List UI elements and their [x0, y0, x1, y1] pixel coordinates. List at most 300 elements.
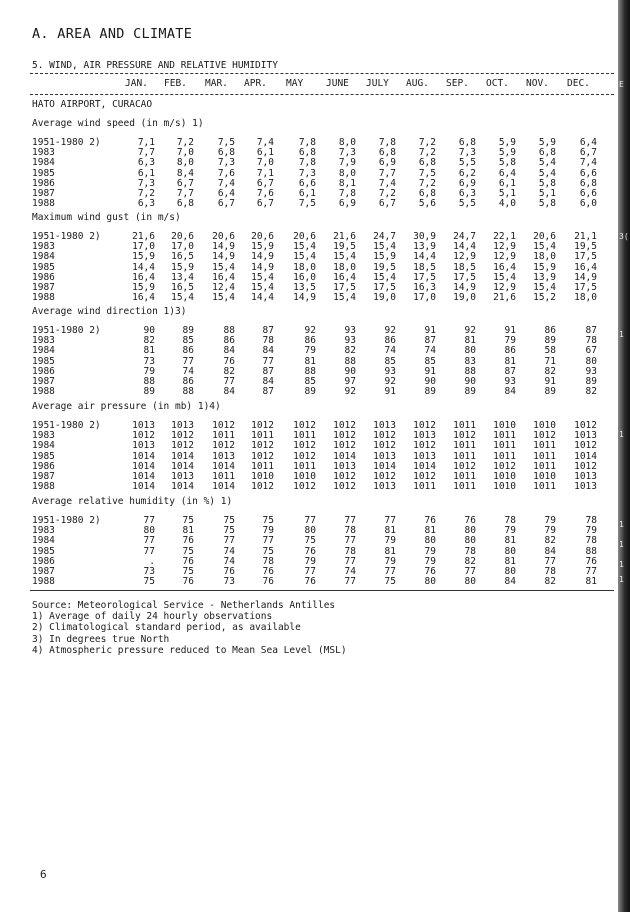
row-year: 1986 — [32, 460, 55, 472]
edge-fragment: 1 — [619, 330, 624, 339]
table-cell: 82 — [143, 335, 155, 347]
table-cell: 77 — [143, 535, 155, 547]
table-cell: 7,7 — [378, 167, 396, 179]
table-cell: 79 — [262, 525, 274, 537]
table-cell: 18,0 — [574, 292, 597, 304]
table-cell: 1012 — [373, 471, 396, 482]
table-cell: 78 — [344, 545, 356, 557]
row-year: 1984 — [32, 157, 55, 169]
table-cell: 76 — [424, 566, 436, 577]
table-cell: 15,4 — [293, 241, 316, 253]
month-header: OCT. — [486, 78, 509, 89]
table-cell: 1011 — [293, 460, 316, 472]
bottom-rule — [30, 590, 614, 591]
table-cell: 1011 — [453, 420, 476, 431]
row-year: 1987 — [32, 376, 55, 387]
table-cell: 8,1 — [338, 177, 356, 189]
table-cell: 18,0 — [333, 261, 356, 273]
table-cell: 14,9 — [574, 271, 597, 283]
table-cell: 7,8 — [338, 188, 356, 199]
edge-fragment: 1 — [619, 560, 624, 569]
table-cell: 92 — [344, 386, 356, 398]
table-cell: 17,5 — [574, 282, 597, 293]
table-cell: 7,1 — [137, 137, 155, 148]
table-cell: 6,8 — [378, 147, 396, 159]
table-cell: 80 — [464, 345, 476, 357]
table-cell: 14,4 — [251, 292, 274, 304]
table-cell: 81 — [504, 555, 516, 567]
edge-fragment: 1 — [619, 430, 624, 439]
table-cell: 7,1 — [256, 167, 274, 179]
table-cell: 79 — [504, 525, 516, 537]
table-cell: 78 — [585, 515, 597, 526]
table-cell: 5,1 — [498, 188, 516, 199]
table-cell: 81 — [504, 355, 516, 367]
table-cell: 77 — [544, 555, 556, 567]
table-cell: 6,6 — [579, 167, 597, 179]
table-cell: 6,7 — [378, 198, 396, 210]
table-cell: 1012 — [333, 440, 356, 452]
table-cell: 1014 — [574, 450, 597, 462]
table-cell: 15,4 — [212, 292, 235, 304]
table-cell: 7,5 — [298, 198, 316, 210]
table-cell: 15,4 — [333, 292, 356, 304]
edge-fragment: 1 — [619, 520, 624, 529]
section-title: 5. WIND, AIR PRESSURE AND RELATIVE HUMIDITY — [32, 60, 278, 71]
table-cell: 85 — [304, 376, 316, 387]
source-note: Source: Meteorological Service - Netherlands Antilles — [32, 600, 336, 611]
table-cell: 75 — [304, 535, 316, 547]
table-cell: 89 — [544, 335, 556, 347]
table-cell: 73 — [223, 576, 235, 588]
table-cell: 76 — [424, 515, 436, 526]
table-cell: 1013 — [132, 440, 155, 452]
table-cell: 80 — [464, 525, 476, 537]
table-cell: 81 — [424, 525, 436, 537]
table-cell: 76 — [304, 576, 316, 588]
table-cell: 1011 — [251, 430, 274, 442]
table-cell: 89 — [544, 386, 556, 398]
row-year: 1986 — [32, 271, 55, 283]
table-cell: 79 — [504, 335, 516, 347]
table-cell: 1011 — [493, 440, 516, 452]
row-year: 1988 — [32, 198, 55, 210]
row-year: 1985 — [32, 261, 55, 273]
table-cell: 6,4 — [217, 188, 235, 199]
table-cell: 6,6 — [579, 188, 597, 199]
table-cell: 87 — [262, 386, 274, 398]
table-cell: 6,8 — [176, 198, 194, 210]
table-cell: 16,4 — [212, 271, 235, 283]
table-cell: 1012 — [293, 440, 316, 452]
table-row — [0, 387, 630, 397]
footnote-2: 2) Climatological standard period, as available — [32, 622, 301, 634]
table-cell: 20,6 — [171, 231, 194, 242]
table-cell: 88 — [304, 365, 316, 377]
table-cell: 77 — [304, 566, 316, 577]
table-cell: 1011 — [533, 481, 556, 493]
footnote-4: 4) Atmospheric pressure reduced to Mean Sea Level (MSL) — [32, 644, 347, 656]
table-cell: 1014 — [333, 450, 356, 462]
table-cell: 17,5 — [333, 282, 356, 293]
table-cell: 1011 — [251, 460, 274, 472]
table-cell: 77 — [344, 555, 356, 567]
table-cell: 1013 — [413, 450, 436, 462]
table-cell: 6,3 — [458, 188, 476, 199]
table-cell: 77 — [384, 566, 396, 577]
table-row — [0, 441, 630, 451]
row-year: 1987 — [32, 282, 55, 293]
table-cell: 16,5 — [171, 251, 194, 263]
table-cell: 90 — [344, 365, 356, 377]
table-cell: 81 — [143, 345, 155, 357]
table-cell: 80 — [504, 545, 516, 557]
table-cell: 7,4 — [217, 177, 235, 189]
table-cell: 7,4 — [256, 137, 274, 148]
row-year: 1987 — [32, 188, 55, 199]
table-cell: 16,4 — [574, 261, 597, 273]
table-cell: 1012 — [413, 440, 436, 452]
table-cell: 76 — [304, 545, 316, 557]
table-cell: 80 — [424, 576, 436, 588]
row-year: 1983 — [32, 147, 55, 159]
table-cell: 88 — [143, 376, 155, 387]
table-cell: 1013 — [413, 430, 436, 442]
table-cell: 86 — [182, 345, 194, 357]
table-cell: 79 — [544, 515, 556, 526]
table-cell: 1014 — [171, 481, 194, 493]
table-cell: 75 — [182, 515, 194, 526]
table-cell: 1011 — [453, 481, 476, 493]
table-cell: 80 — [143, 525, 155, 537]
table-cell: 6,7 — [579, 147, 597, 159]
footnote-3: 3) In degrees true North — [32, 633, 170, 645]
table-cell: 79 — [384, 535, 396, 547]
table-cell: 87 — [585, 325, 597, 336]
table-cell: 8,4 — [176, 167, 194, 179]
table-cell: 1013 — [574, 471, 597, 482]
table-cell: 13,4 — [171, 271, 194, 283]
table-cell: 30,9 — [413, 231, 436, 242]
table-cell: 5,9 — [538, 137, 556, 148]
table-cell: 7,2 — [418, 147, 436, 159]
table-row — [0, 199, 630, 209]
table-cell: 12,9 — [493, 241, 516, 253]
table-cell: 13,9 — [413, 241, 436, 253]
table-cell: 1010 — [251, 471, 274, 482]
table-cell: 90 — [143, 325, 155, 336]
table-cell: 1012 — [413, 420, 436, 431]
table-cell: 7,6 — [217, 167, 235, 179]
table-cell: 16,4 — [333, 271, 356, 283]
table-cell: 21,1 — [574, 231, 597, 242]
table-cell: 78 — [262, 555, 274, 567]
table-cell: 7,3 — [298, 167, 316, 179]
table-cell: 1011 — [293, 430, 316, 442]
edge-fragment: 1 — [619, 540, 624, 549]
table-cell: 79 — [143, 365, 155, 377]
table-cell: 1010 — [293, 471, 316, 482]
table-cell: 1010 — [533, 471, 556, 482]
row-year: 1985 — [32, 545, 55, 557]
table-cell: 1013 — [373, 450, 396, 462]
table-cell: 77 — [223, 535, 235, 547]
table-cell: 75 — [182, 566, 194, 577]
table-cell: 6,9 — [378, 157, 396, 169]
table-cell: 18,0 — [533, 251, 556, 263]
table-cell: 86 — [504, 345, 516, 357]
top-rule — [30, 73, 614, 74]
table-cell: 1012 — [453, 460, 476, 472]
table-cell: 14,4 — [132, 261, 155, 273]
table-cell: 5,8 — [498, 157, 516, 169]
table-cell: 6,0 — [579, 198, 597, 210]
table-cell: 93 — [504, 376, 516, 387]
table-cell: 7,9 — [338, 157, 356, 169]
table-cell: 6,6 — [298, 177, 316, 189]
table-cell: 5,8 — [538, 198, 556, 210]
table-cell: 5,1 — [538, 188, 556, 199]
table-cell: 7,2 — [418, 137, 436, 148]
edge-fragment: E — [619, 80, 624, 89]
table-cell: 1011 — [212, 430, 235, 442]
table-cell: 76 — [585, 555, 597, 567]
edge-fragment: 1 — [619, 575, 624, 584]
row-year: 1984 — [32, 535, 55, 547]
table-cell: 7,8 — [298, 137, 316, 148]
table-cell: 5,9 — [498, 147, 516, 159]
table-cell: 1012 — [574, 460, 597, 472]
table-cell: 1014 — [132, 460, 155, 472]
table-cell: 81 — [464, 335, 476, 347]
table-cell: 1011 — [453, 440, 476, 452]
table-cell: 1012 — [373, 430, 396, 442]
table-cell: 77 — [262, 355, 274, 367]
table-cell: 77 — [585, 566, 597, 577]
row-year: 1985 — [32, 450, 55, 462]
table-cell: 12,9 — [453, 251, 476, 263]
table-cell: 1013 — [373, 481, 396, 493]
table-cell: 80 — [464, 535, 476, 547]
block-title: Average relative humidity (in %) 1) — [32, 496, 233, 507]
table-cell: 15,9 — [171, 261, 194, 273]
table-cell: 87 — [262, 365, 274, 377]
table-cell: 75 — [262, 545, 274, 557]
table-cell: 78 — [585, 335, 597, 347]
table-cell: 15,4 — [533, 282, 556, 293]
month-header: JUNE — [326, 78, 349, 89]
table-cell: 6,8 — [538, 147, 556, 159]
table-cell: 84 — [504, 576, 516, 588]
table-cell: 81 — [585, 576, 597, 588]
table-cell: 6,4 — [579, 137, 597, 148]
row-year: 1951-1980 2) — [32, 515, 101, 526]
table-cell: 78 — [262, 335, 274, 347]
table-cell: 7,2 — [418, 177, 436, 189]
table-cell: 1014 — [132, 481, 155, 493]
table-cell: 77 — [143, 515, 155, 526]
table-cell: 88 — [223, 325, 235, 336]
table-cell: 78 — [464, 545, 476, 557]
table-cell: 75 — [262, 515, 274, 526]
table-cell: 19,0 — [373, 292, 396, 304]
table-cell: 91 — [504, 325, 516, 336]
table-row — [0, 577, 630, 587]
table-cell: 78 — [504, 515, 516, 526]
row-year: 1951-1980 2) — [32, 420, 101, 431]
table-cell: 7,4 — [579, 157, 597, 169]
table-cell: 1012 — [453, 430, 476, 442]
row-year: 1983 — [32, 430, 55, 442]
table-cell: 73 — [143, 566, 155, 577]
table-cell: 19,5 — [333, 241, 356, 253]
row-year: 1988 — [32, 576, 55, 588]
table-cell: 15,4 — [493, 271, 516, 283]
table-cell: 15,9 — [533, 261, 556, 273]
table-cell: 7,0 — [176, 147, 194, 159]
block-title: Average wind direction 1)3) — [32, 306, 187, 317]
table-cell: 1011 — [493, 430, 516, 442]
table-cell: 6,2 — [458, 167, 476, 179]
table-cell: 79 — [304, 345, 316, 357]
table-cell: 13,9 — [533, 271, 556, 283]
table-cell: 90 — [424, 376, 436, 387]
row-year: 1984 — [32, 440, 55, 452]
table-cell: 6,7 — [256, 198, 274, 210]
month-header: SEP. — [446, 78, 469, 89]
footnote-1: 1) Average of daily 24 hourly observations — [32, 611, 273, 623]
table-row — [0, 252, 630, 262]
table-cell: 7,5 — [418, 167, 436, 179]
table-cell: 12,4 — [212, 282, 235, 293]
table-cell: 1011 — [533, 460, 556, 472]
table-cell: 15,4 — [212, 261, 235, 273]
table-cell: 7,7 — [176, 188, 194, 199]
table-cell: 79 — [424, 555, 436, 567]
table-cell: 6,1 — [298, 188, 316, 199]
table-cell: 75 — [143, 576, 155, 588]
table-cell: 88 — [344, 355, 356, 367]
table-cell: 14,9 — [251, 251, 274, 263]
table-cell: 1011 — [453, 450, 476, 462]
table-cell: 92 — [304, 325, 316, 336]
table-cell: 83 — [464, 355, 476, 367]
table-cell: 17,0 — [171, 241, 194, 253]
table-cell: 1014 — [373, 460, 396, 472]
table-cell: 77 — [143, 545, 155, 557]
row-year: 1986 — [32, 177, 55, 189]
table-cell: 76 — [182, 555, 194, 567]
table-cell: 82 — [223, 365, 235, 377]
table-cell: 87 — [424, 335, 436, 347]
table-cell: 1012 — [373, 440, 396, 452]
table-cell: 77 — [384, 515, 396, 526]
table-cell: 16,4 — [493, 261, 516, 273]
table-cell: 77 — [262, 535, 274, 547]
table-cell: 1012 — [533, 430, 556, 442]
table-cell: 1014 — [132, 450, 155, 462]
table-cell: 82 — [585, 386, 597, 398]
table-cell: 15,9 — [132, 282, 155, 293]
table-cell: 15,9 — [373, 251, 396, 263]
table-cell: 84 — [544, 545, 556, 557]
table-cell: 7,4 — [378, 177, 396, 189]
table-cell: 17,5 — [373, 282, 396, 293]
table-cell: 89 — [182, 325, 194, 336]
table-cell: 85 — [384, 355, 396, 367]
table-cell: 91 — [424, 325, 436, 336]
table-cell: 77 — [344, 576, 356, 588]
month-header: FEB. — [164, 78, 187, 89]
table-cell: 89 — [464, 386, 476, 398]
table-cell: 6,8 — [579, 177, 597, 189]
table-cell: 1014 — [171, 460, 194, 472]
table-cell: 78 — [544, 566, 556, 577]
table-cell: 1010 — [533, 420, 556, 431]
table-cell: 85 — [182, 335, 194, 347]
table-cell: 81 — [182, 525, 194, 537]
table-cell: 7,8 — [378, 137, 396, 148]
table-cell: 12,9 — [493, 251, 516, 263]
table-cell: 77 — [223, 376, 235, 387]
table-cell: 84 — [262, 376, 274, 387]
table-cell: 1012 — [293, 481, 316, 493]
table-cell: 15,4 — [251, 282, 274, 293]
table-cell: 14,9 — [453, 282, 476, 293]
table-cell: 84 — [223, 386, 235, 398]
row-year: 1951-1980 2) — [32, 137, 101, 148]
table-cell: 7,8 — [298, 157, 316, 169]
month-header: DEC. — [567, 78, 590, 89]
table-cell: 79 — [544, 525, 556, 537]
table-cell: 12,9 — [493, 282, 516, 293]
table-cell: 7,5 — [217, 137, 235, 148]
table-cell: 1012 — [212, 440, 235, 452]
month-header: JAN. — [125, 78, 148, 89]
binding-edge — [618, 0, 630, 912]
month-header: JULY — [366, 78, 389, 89]
table-cell: 1012 — [251, 420, 274, 431]
table-cell: 74 — [424, 345, 436, 357]
table-cell: 74 — [223, 555, 235, 567]
row-year: 1988 — [32, 481, 55, 493]
table-cell: 18,5 — [453, 261, 476, 273]
table-cell: 1010 — [493, 481, 516, 493]
table-cell: 16,5 — [171, 282, 194, 293]
table-cell: 93 — [344, 335, 356, 347]
table-cell: 17,5 — [413, 271, 436, 283]
table-cell: 1010 — [493, 471, 516, 482]
table-cell: 75 — [182, 545, 194, 557]
row-year: 1983 — [32, 241, 55, 253]
table-cell: 79 — [424, 545, 436, 557]
table-cell: 1012 — [251, 440, 274, 452]
table-cell: 1013 — [171, 420, 194, 431]
row-year: 1986 — [32, 365, 55, 377]
page-title: A. AREA AND CLIMATE — [32, 26, 193, 42]
table-row — [0, 346, 630, 356]
table-cell: 15,4 — [333, 251, 356, 263]
table-cell: 7,0 — [256, 157, 274, 169]
table-cell: 1012 — [171, 440, 194, 452]
table-cell: 1012 — [293, 450, 316, 462]
table-cell: 1012 — [413, 471, 436, 482]
table-cell: 80 — [504, 566, 516, 577]
table-cell: 17,0 — [132, 241, 155, 253]
month-header: APR. — [244, 78, 267, 89]
row-year: 1983 — [32, 335, 55, 347]
table-cell: 88 — [585, 545, 597, 557]
